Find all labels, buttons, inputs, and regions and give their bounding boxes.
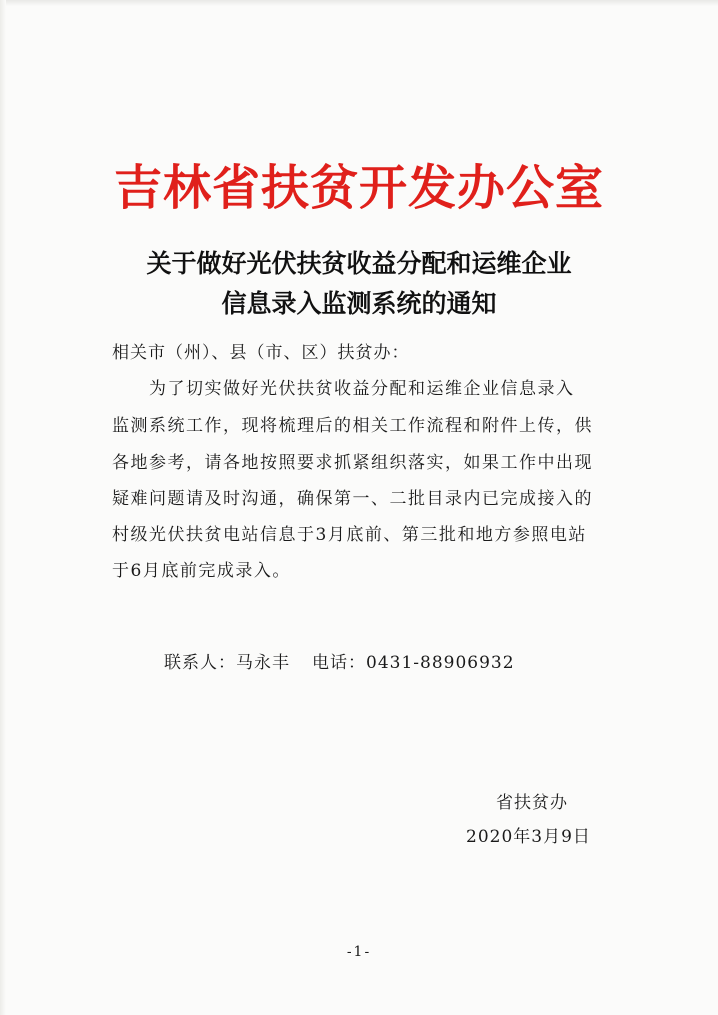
body-line-4: 疑难问题请及时沟通，确保第一、二批目录内已完成接入的 <box>112 489 593 509</box>
scan-edge-left <box>0 0 6 1015</box>
contact-info <box>164 648 515 678</box>
document-title-line-1: 关于做好光伏扶贫收益分配和运维企业 <box>146 249 572 278</box>
addressee: 相关市（州）、县（市、区）扶贫办： <box>112 343 410 363</box>
body-line-2: 监测系统工作，现将梳理后的相关工作流程和附件上传，供 <box>112 416 593 436</box>
page-number: -1- <box>346 944 372 960</box>
organization-title: 吉林省扶贫开发办公室 <box>113 160 604 216</box>
document-title-line-2: 信息录入监测系统的通知 <box>221 289 497 318</box>
body-line-5: 村级光伏扶贫电站信息于3月底前、第三批和地方参照电站 <box>112 525 587 545</box>
body-line-1: 为了切实做好光伏扶贫收益分配和运维企业信息录入 <box>112 379 575 399</box>
contact-phone: 电话：0431-88906932 <box>312 653 515 673</box>
issue-date: 2020年3月9日 <box>466 827 591 847</box>
body-line-3: 各地参考，请各地按照要求抓紧组织落实，如果工作中出现 <box>112 453 593 473</box>
issuer-signature: 省扶贫办 <box>496 793 568 813</box>
contact-person: 联系人：马永丰 <box>164 653 290 673</box>
body-line-6: 于6月底前完成录入。 <box>112 561 291 581</box>
document-title <box>0 244 718 324</box>
scan-edge-top <box>0 0 718 6</box>
